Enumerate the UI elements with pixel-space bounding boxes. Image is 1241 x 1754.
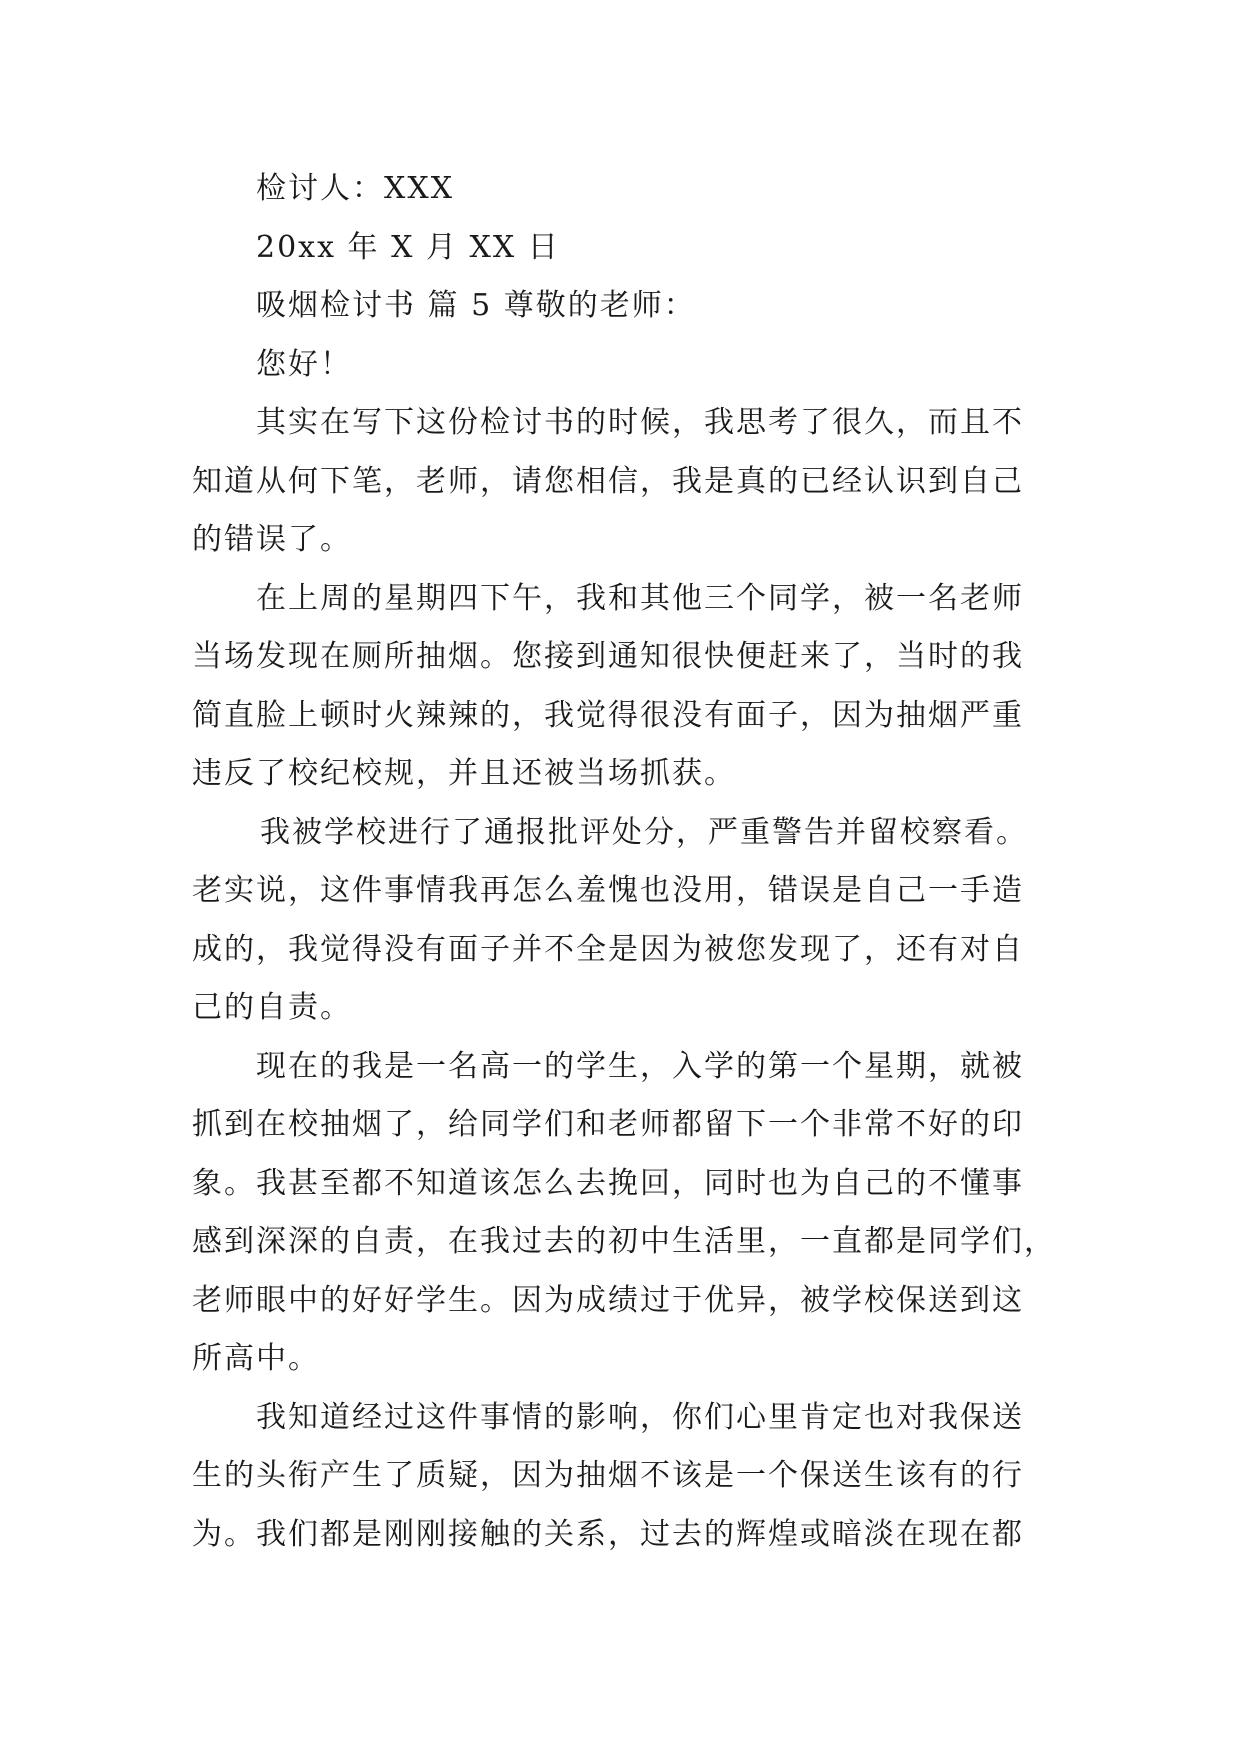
text-line: 为。我们都是刚刚接触的关系，过去的辉煌或暗淡在现在都 <box>192 1516 1024 1552</box>
text-line: 抓到在校抽烟了，给同学们和老师都留下一个非常不好的印 <box>192 1107 1024 1142</box>
text-line: 象。我甚至都不知道该怎么去挽回，同时也为自己的不懂事 <box>192 1165 1024 1201</box>
text-line: 其实在写下这份检讨书的时候，我思考了很久，而且不 <box>256 405 1024 440</box>
text-line: 生的头衔产生了质疑，因为抽烟不该是一个保送生该有的行 <box>192 1458 1024 1493</box>
text-line: 简直脸上顿时火辣辣的，我觉得很没有面子，因为抽烟严重 <box>192 697 1024 733</box>
text-line: 您好！ <box>256 346 352 382</box>
text-line: 成的，我觉得没有面子并不全是因为被您发现了，还有对自 <box>192 931 1024 967</box>
text-line: 己的自责。 <box>192 990 352 1025</box>
text-line: 感到深深的自责，在我过去的初中生活里，一直都是同学们， <box>192 1224 1056 1259</box>
text-line: 的错误了。 <box>192 522 352 557</box>
text-line: 知道从何下笔，老师，请您相信，我是真的已经认识到自己 <box>192 463 1024 499</box>
text-line: 所高中。 <box>192 1341 320 1376</box>
text-line: 违反了校纪校规，并且还被当场抓获。 <box>192 756 736 791</box>
document-body <box>192 160 1056 1564</box>
text-line: 吸烟检讨书 篇 5 尊敬的老师： <box>256 288 696 323</box>
text-line: 我被学校进行了通报批评处分，严重警告并留校察看。 <box>260 814 1028 850</box>
text-line: 老实说，这件事情我再怎么羞愧也没用，错误是自己一手造 <box>192 873 1024 908</box>
text-line: 20xx 年 X 月 XX 日 <box>256 229 560 265</box>
text-line: 在上周的星期四下午，我和其他三个同学，被一名老师 <box>256 580 1024 616</box>
text-line: 当场发现在厕所抽烟。您接到通知很快便赶来了，当时的我 <box>192 639 1024 674</box>
text-line: 老师眼中的好好学生。因为成绩过于优异，被学校保送到这 <box>192 1282 1024 1318</box>
text-line: 检讨人：XXX <box>256 171 455 206</box>
text-line: 现在的我是一名高一的学生，入学的第一个星期，就被 <box>256 1048 1024 1084</box>
text-line: 我知道经过这件事情的影响，你们心里肯定也对我保送 <box>256 1399 1024 1435</box>
